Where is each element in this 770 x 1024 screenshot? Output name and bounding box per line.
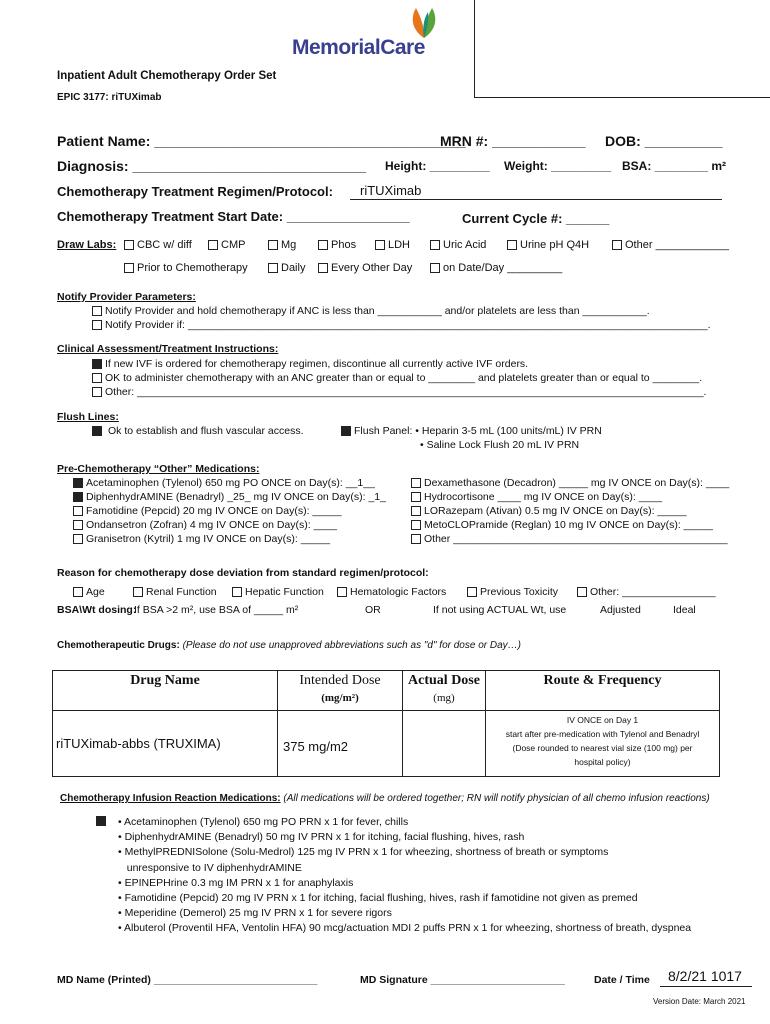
drugs-table xyxy=(52,670,720,777)
reason-hematologic[interactable]: Hematologic Factors xyxy=(337,586,446,598)
lab-mg[interactable]: Mg xyxy=(268,239,296,251)
premed-right-4[interactable]: MetoCLOPramide (Reglan) 10 mg IV ONCE on Day(s): _____ xyxy=(411,519,713,531)
notify-item-2[interactable]: Notify Provider if: _________________________________________________________________________________________. xyxy=(92,319,711,331)
epic-code: EPIC 3177: riTUXimab xyxy=(57,92,162,103)
checkbox[interactable] xyxy=(73,506,83,516)
lab-daily[interactable]: Daily xyxy=(268,262,305,274)
checkbox[interactable] xyxy=(92,320,102,330)
checkbox[interactable] xyxy=(268,263,278,273)
checkbox[interactable] xyxy=(411,492,421,502)
clinical-item-3[interactable]: Other: _________________________________________________________________________________________________. xyxy=(92,386,706,398)
or-text: OR xyxy=(365,604,381,616)
reaction-list xyxy=(118,815,691,937)
premed-left-3[interactable]: Famotidine (Pepcid) 20 mg IV ONCE on Day(s): _____ xyxy=(73,505,342,517)
actual-dose-cell[interactable] xyxy=(403,711,486,777)
ideal-option[interactable]: Ideal xyxy=(673,604,696,616)
intended-dose-cell[interactable]: 375 mg/m2 xyxy=(278,711,403,777)
checkbox-checked[interactable] xyxy=(73,478,83,488)
checkbox[interactable] xyxy=(92,387,102,397)
checkbox[interactable] xyxy=(268,240,278,250)
premed-right-1[interactable]: Dexamethasone (Decadron) _____ mg IV ONCE on Day(s): ____ xyxy=(411,477,729,489)
adjusted-option[interactable]: Adjusted xyxy=(600,604,641,616)
lab-other[interactable]: Other ____________ xyxy=(612,239,729,251)
checkbox[interactable] xyxy=(133,587,143,597)
lab-every-other-day[interactable]: Every Other Day xyxy=(318,262,412,274)
list-item: • Acetaminophen (Tylenol) 650 mg PO PRN x 1 for fever, chills xyxy=(118,816,409,828)
lab-cbc[interactable]: CBC w/ diff xyxy=(124,239,192,251)
checkbox[interactable] xyxy=(411,506,421,516)
premed-right-3[interactable]: LORazepam (Ativan) 0.5 mg IV ONCE on Day(s): _____ xyxy=(411,505,687,517)
checkbox[interactable] xyxy=(337,587,347,597)
logo-wordmark: MemorialCare xyxy=(292,36,425,59)
memorialcare-logo xyxy=(292,6,452,58)
reason-hepatic[interactable]: Hepatic Function xyxy=(232,586,324,598)
lab-on-date[interactable]: on Date/Day _________ xyxy=(430,262,562,274)
deviation-title: Reason for chemotherapy dose deviation from standard regimen/protocol: xyxy=(57,567,429,579)
premed-left-4[interactable]: Ondansetron (Zofran) 4 mg IV ONCE on Day(s): ____ xyxy=(73,519,337,531)
regimen-label: Chemotherapy Treatment Regimen/Protocol: xyxy=(57,184,333,199)
list-item: • Albuterol (Proventil HFA, Ventolin HFA) 90 mcg/actuation MDI 2 puffs PRN x 1 for wheezing, shortness of breath, dyspnea xyxy=(118,922,692,935)
notify-title: Notify Provider Parameters: xyxy=(57,291,196,303)
premed-right-2[interactable]: Hydrocortisone ____ mg IV ONCE on Day(s): ____ xyxy=(411,491,662,503)
col-intended-dose: Intended Dose (mg/m²) xyxy=(278,671,403,711)
checkbox[interactable] xyxy=(577,587,587,597)
lab-cmp[interactable]: CMP xyxy=(208,239,245,251)
md-signature-field[interactable]: MD Signature _______________________ xyxy=(360,974,565,986)
checkbox-checked[interactable] xyxy=(92,359,102,369)
current-cycle-field[interactable]: Current Cycle #: ______ xyxy=(462,211,610,226)
list-item: • EPINEPHrine 0.3 mg IM PRN x 1 for anaphylaxis xyxy=(118,876,354,889)
md-name-field[interactable]: MD Name (Printed) ____________________________ xyxy=(57,974,318,986)
list-item: unresponsive to IV diphenhydrAMINE xyxy=(118,861,302,874)
diagnosis-field[interactable]: Diagnosis: ______________________________ xyxy=(57,158,367,174)
premed-left-5[interactable]: Granisetron (Kytril) 1 mg IV ONCE on Day(s): _____ xyxy=(73,533,330,545)
list-item: • MethylPREDNISolone (Solu-Medrol) 125 mg IV PRN x 1 for wheezing, shortness of breath or symptoms xyxy=(118,846,609,859)
lab-uric-acid[interactable]: Uric Acid xyxy=(430,239,486,251)
checkbox-checked[interactable] xyxy=(92,426,102,436)
start-date-field[interactable]: Chemotherapy Treatment Start Date: _________________ xyxy=(57,209,410,224)
checkbox[interactable] xyxy=(375,240,385,250)
not-actual-text: If not using ACTUAL Wt, use xyxy=(433,604,567,616)
lab-ldh[interactable]: LDH xyxy=(375,239,410,251)
drug-name-cell: riTUXimab-abbs (TRUXIMA) xyxy=(53,711,278,777)
notify-item-1[interactable]: Notify Provider and hold chemotherapy if ANC is less than ___________ and/or platelets are less than ___________. xyxy=(92,305,650,317)
bsa-field[interactable]: BSA: ________ m² xyxy=(622,159,727,173)
checkbox[interactable] xyxy=(73,520,83,530)
checkbox[interactable] xyxy=(318,263,328,273)
list-item: • DiphenhydrAMINE (Benadryl) 50 mg IV PRN x 1 for itching, facial flushing, hives, rash xyxy=(118,831,525,844)
drugs-title: Chemotherapeutic Drugs: xyxy=(57,640,180,651)
table-header-row xyxy=(53,671,720,711)
clinical-title: Clinical Assessment/Treatment Instructions: xyxy=(57,343,279,355)
label-box xyxy=(474,0,770,98)
bsa-dosing-text[interactable]: If BSA >2 m², use BSA of _____ m² xyxy=(134,604,299,616)
checkbox[interactable] xyxy=(467,587,477,597)
version-date: Version Date: March 2021 xyxy=(653,997,746,1006)
date-time-value: 8/2/21 1017 xyxy=(668,968,742,984)
checkbox[interactable] xyxy=(124,240,134,250)
col-actual-dose: Actual Dose (mg) xyxy=(403,671,486,711)
height-field[interactable]: Height: _________ xyxy=(385,159,490,173)
col-route: Route & Frequency xyxy=(486,671,720,711)
drugs-heading xyxy=(57,640,521,651)
checkbox[interactable] xyxy=(92,373,102,383)
date-time-label: Date / Time xyxy=(594,974,650,986)
col-drug-name: Drug Name xyxy=(53,671,278,711)
flush-title: Flush Lines: xyxy=(57,411,119,423)
checkbox[interactable] xyxy=(92,306,102,316)
checkbox[interactable] xyxy=(232,587,242,597)
reaction-note: (All medications will be ordered together; RN will notify physician of all chemo infusion reactions) xyxy=(283,793,710,804)
checkbox[interactable] xyxy=(411,520,421,530)
checkbox[interactable] xyxy=(430,263,440,273)
reaction-checkbox[interactable] xyxy=(96,816,106,826)
patient-name-field[interactable]: Patient Name: ________________________________________ xyxy=(57,133,466,149)
checkbox[interactable] xyxy=(507,240,517,250)
table-row xyxy=(53,711,720,777)
checkbox[interactable] xyxy=(430,240,440,250)
route-cell: IV ONCE on Day 1 start after pre-medication with Tylenol and Benadryl (Dose rounded to nearest vial size (100 mg) per hospital policy) xyxy=(486,711,720,777)
dob-field[interactable]: DOB: __________ xyxy=(605,133,723,149)
premeds-title: Pre-Chemotherapy “Other” Medications: xyxy=(57,463,260,475)
flush-item-access[interactable]: Ok to establish and flush vascular access. xyxy=(92,425,304,437)
checkbox[interactable] xyxy=(411,534,421,544)
checkbox[interactable] xyxy=(73,534,83,544)
reason-other[interactable]: Other: ________________ xyxy=(577,586,716,598)
flush-item-panel[interactable]: Flush Panel: • Heparin 3-5 mL (100 units/mL) IV PRN xyxy=(341,425,602,437)
checkbox[interactable] xyxy=(318,240,328,250)
reason-renal[interactable]: Renal Function xyxy=(133,586,217,598)
checkbox[interactable] xyxy=(73,587,83,597)
flush-panel-line2: • Saline Lock Flush 20 mL IV PRN xyxy=(420,439,580,451)
leaf-logo-icon xyxy=(404,6,444,40)
list-item: • Meperidine (Demerol) 25 mg IV PRN x 1 for severe rigors xyxy=(118,907,392,920)
checkbox[interactable] xyxy=(124,263,134,273)
reaction-heading xyxy=(60,793,710,804)
checkbox[interactable] xyxy=(612,240,622,250)
clinical-item-1[interactable]: If new IVF is ordered for chemotherapy regimen, discontinue all currently active IVF orders. xyxy=(92,358,528,370)
form-title: Inpatient Adult Chemotherapy Order Set xyxy=(57,70,277,82)
checkbox-checked[interactable] xyxy=(73,492,83,502)
checkbox[interactable] xyxy=(208,240,218,250)
checkbox[interactable] xyxy=(411,478,421,488)
mrn-field[interactable]: MRN #: ____________ xyxy=(440,133,586,149)
lab-prior-chemo[interactable]: Prior to Chemotherapy xyxy=(124,262,248,274)
bsa-dosing-label: BSA\Wt dosing: xyxy=(57,604,137,616)
regimen-value: riTUXimab xyxy=(360,183,422,198)
regimen-field[interactable] xyxy=(350,184,722,200)
premed-right-5[interactable]: Other _______________________________________________ xyxy=(411,533,728,545)
date-time-field[interactable] xyxy=(660,970,752,987)
lab-phos[interactable]: Phos xyxy=(318,239,356,251)
lab-urine-ph[interactable]: Urine pH Q4H xyxy=(507,239,589,251)
clinical-item-2[interactable]: OK to administer chemotherapy with an ANC greater than or equal to ________ and platelets greater than or equal to ________. xyxy=(92,372,702,384)
premed-left-1[interactable]: Acetaminophen (Tylenol) 650 mg PO ONCE on Day(s): __1__ xyxy=(73,477,375,489)
premed-left-2[interactable]: DiphenhydrAMINE (Benadryl) _25_ mg IV ONCE on Day(s): _1_ xyxy=(73,491,386,503)
list-item: • Famotidine (Pepcid) 20 mg IV PRN x 1 for itching, facial flushing, hives, rash if famotidine not given as premed xyxy=(118,892,638,905)
drugs-note: (Please do not use unapproved abbreviations such as "d" for dose or Day…) xyxy=(182,640,521,651)
weight-field[interactable]: Weight: _________ xyxy=(504,159,612,173)
checkbox-checked[interactable] xyxy=(341,426,351,436)
draw-labs-label: Draw Labs: xyxy=(57,239,117,251)
reason-age[interactable]: Age xyxy=(73,586,105,598)
reason-toxicity[interactable]: Previous Toxicity xyxy=(467,586,558,598)
reaction-title: Chemotherapy Infusion Reaction Medications: xyxy=(60,793,281,804)
